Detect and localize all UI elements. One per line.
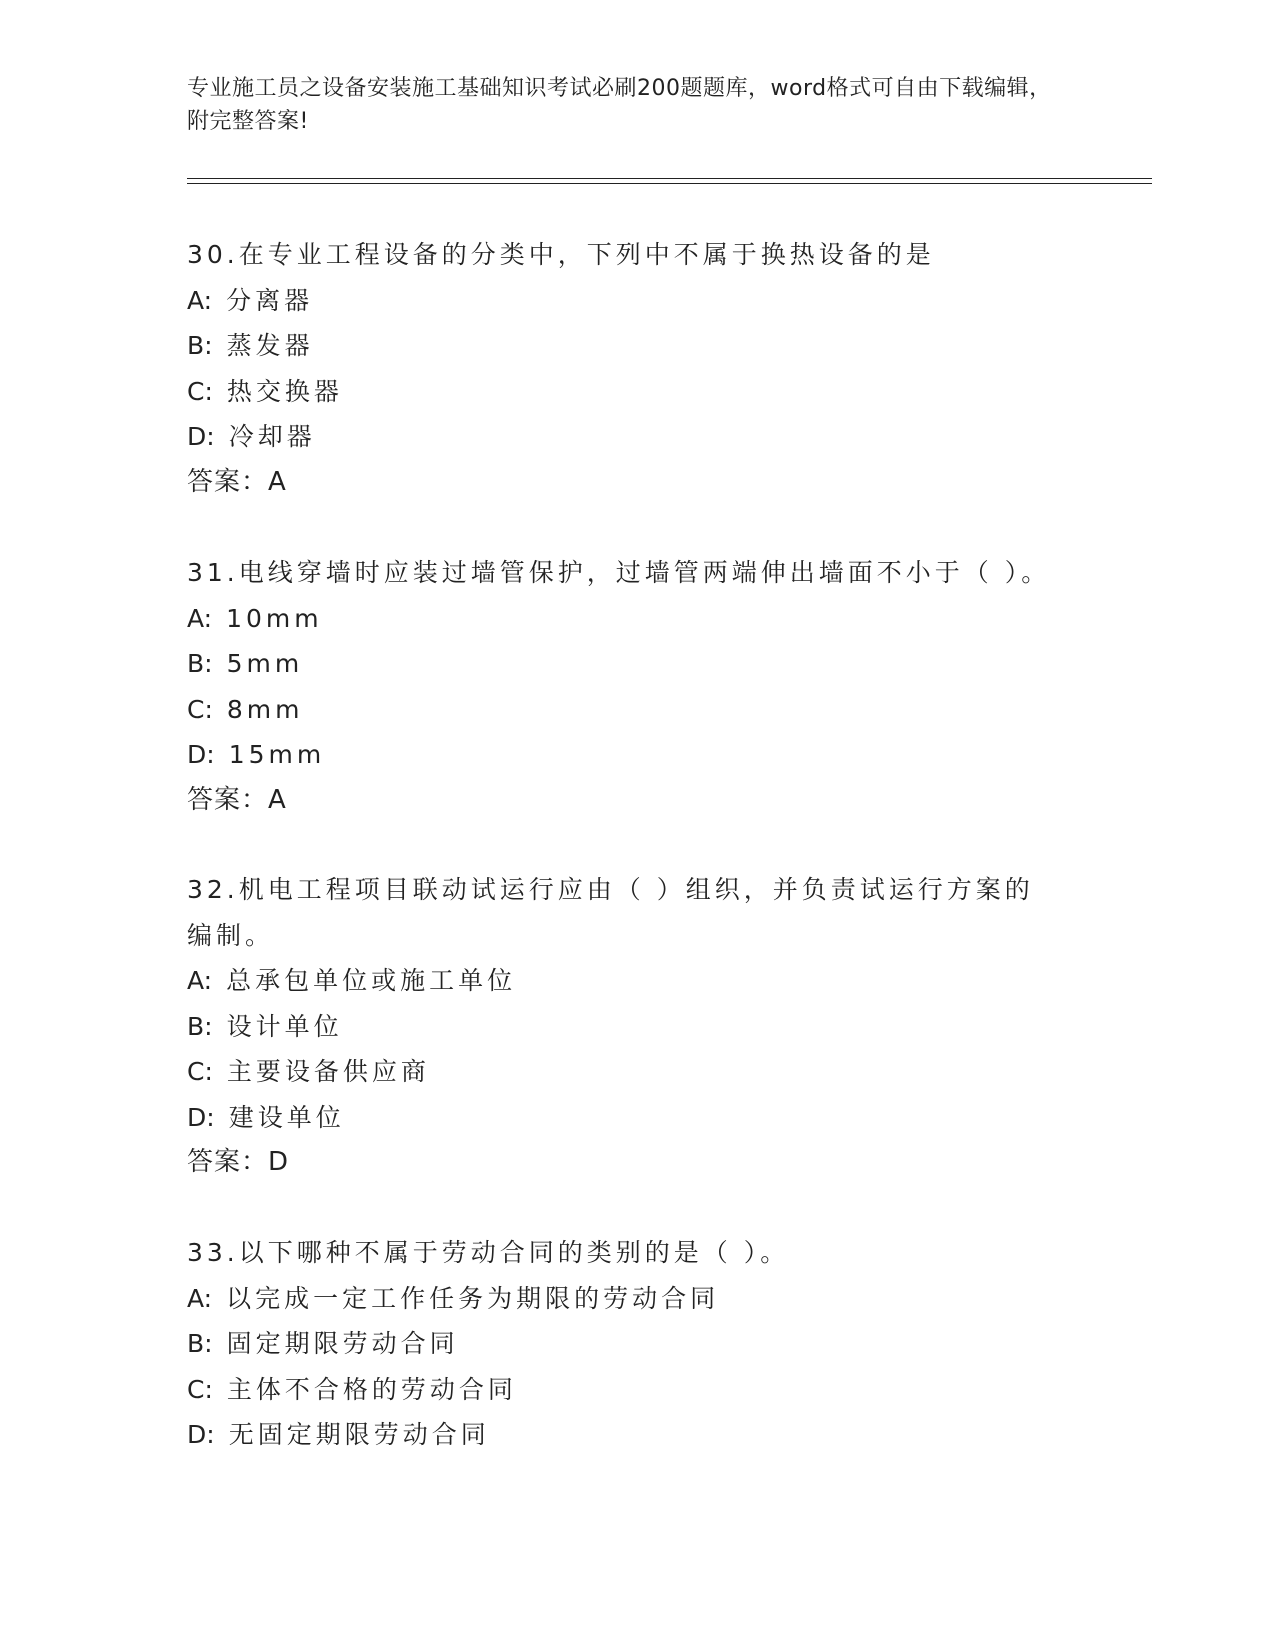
option-text: 热交换器 [226,376,343,406]
option-a [187,596,1087,642]
option-c [187,1049,1087,1095]
option-prefix: B: [187,649,213,678]
option-prefix: C: [187,1374,213,1404]
option-prefix: C: [187,694,213,724]
question-33 [187,1230,1087,1458]
question-stem: 32.机电工程项目联动试运行应由（ ）组织，并负责试运行方案的编制。 [187,875,1034,950]
option-b [187,641,1087,687]
option-prefix: C: [187,376,213,406]
option-text: 以完成一定工作任务为期限的劳动合同 [226,1283,720,1313]
option-prefix: A: [187,966,213,995]
option-b [187,1321,1087,1367]
option-text: 总承包单位或施工单位 [226,966,517,995]
option-text: 分离器 [226,285,314,315]
answer-line: 答案：A [187,466,287,497]
answer-line: 答案：A [187,784,287,815]
option-c [187,1367,1087,1413]
option-prefix: A: [187,603,213,633]
option-prefix: D: [187,740,215,769]
option-c [187,687,1087,733]
option-a [187,1276,1087,1322]
option-prefix: B: [187,1329,213,1358]
answer-line: 答案：D [187,1147,290,1177]
option-prefix: D: [187,422,215,451]
question-32 [187,867,1087,1186]
option-prefix: D: [187,1420,215,1449]
option-text: 建设单位 [228,1102,345,1132]
option-a [187,278,1087,324]
option-text: 5mm [226,649,304,678]
question-stem: 30.在专业工程设备的分类中，下列中不属于换热设备的是 [187,240,935,269]
document-title: 专业施工员之设备安装施工基础知识考试必刷200题题库，word格式可自由下载编辑，附完整答案! [187,76,1052,134]
option-text: 蒸发器 [226,331,314,360]
question-30 [187,232,1087,505]
header-rule-bottom [187,183,1152,184]
option-text: 无固定期限劳动合同 [228,1420,490,1449]
option-c [187,369,1087,415]
header-rule-top [187,178,1152,179]
option-text: 固定期限劳动合同 [226,1329,459,1358]
option-b [187,323,1087,369]
option-prefix: D: [187,1102,215,1132]
option-prefix: B: [187,1011,213,1041]
option-d [187,732,1087,778]
question-stem: 33.以下哪种不属于劳动合同的类别的是（ ）。 [187,1238,790,1267]
option-a [187,958,1087,1004]
option-text: 15mm [228,740,326,769]
option-text: 10mm [226,603,323,633]
option-text: 设计单位 [226,1011,343,1041]
option-prefix: A: [187,285,213,315]
option-text: 冷却器 [228,422,316,451]
option-text: 主要设备供应商 [226,1057,430,1086]
question-stem: 31.电线穿墙时应装过墙管保护，过墙管两端伸出墙面不小于（ ）。 [187,558,1051,587]
option-text: 主体不合格的劳动合同 [226,1374,517,1404]
option-prefix: C: [187,1057,213,1086]
option-prefix: B: [187,331,213,360]
option-d [187,1412,1087,1458]
option-d [187,414,1087,460]
option-b [187,1004,1087,1050]
option-prefix: A: [187,1283,213,1313]
option-text: 8mm [226,694,304,724]
question-31 [187,550,1087,823]
option-d [187,1095,1087,1141]
